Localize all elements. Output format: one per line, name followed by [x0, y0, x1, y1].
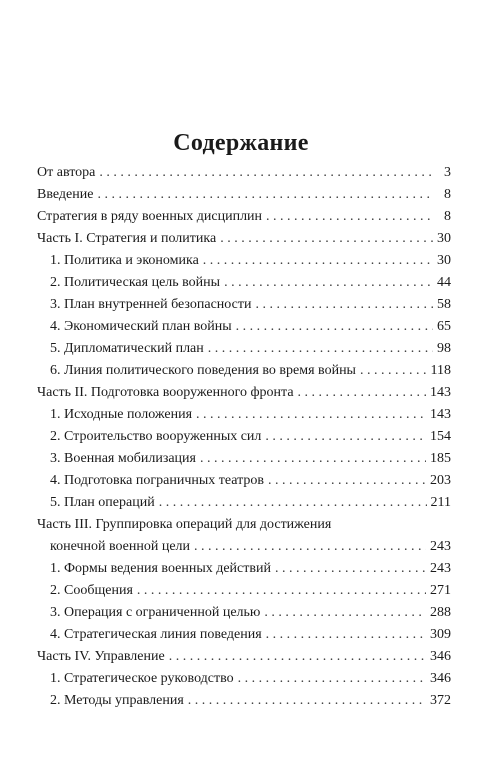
toc-entry [37, 338, 451, 360]
toc-entry-label: 5. Дипломатический план [50, 341, 204, 356]
toc-entry [37, 536, 451, 558]
toc-leader-dots [238, 668, 426, 690]
toc-entry-label: 3. Военная мобилизация [50, 451, 196, 466]
toc-entry [37, 404, 451, 426]
toc-leader-dots [208, 338, 433, 360]
toc-leader-dots [275, 558, 426, 580]
toc-entry-label: 3. План внутренней безопасности [50, 297, 252, 312]
toc-entry [37, 382, 451, 404]
toc-entry-page-number: 8 [444, 209, 451, 224]
toc-leader-dots [265, 426, 426, 448]
toc-leader-dots [99, 162, 433, 184]
toc-entry-page-number: 118 [430, 363, 451, 378]
toc-entry-page-number: 154 [430, 429, 451, 444]
toc-entry [37, 558, 451, 580]
toc-entry-page-number: 3 [444, 165, 451, 180]
toc-entry-page-number: 309 [430, 627, 451, 642]
toc-entry-label: 2. Политическая цель войны [50, 275, 221, 290]
toc-leader-dots [188, 690, 426, 712]
toc-leader-dots [169, 646, 426, 668]
toc-entry [37, 250, 451, 272]
toc-entry-label: 2. Сообщения [50, 583, 133, 598]
toc-entry-label: Часть II. Подготовка вооруженного фронта [37, 385, 294, 400]
toc-leader-dots [137, 580, 426, 602]
toc-leader-dots [360, 360, 427, 382]
toc-leader-dots [194, 536, 426, 558]
toc-leader-dots [264, 602, 426, 624]
toc-entry-label: 2. Строительство вооруженных сил [50, 429, 262, 444]
toc-entry-page-number: 143 [430, 407, 451, 422]
toc-entry [37, 294, 451, 316]
toc-entry [37, 690, 451, 712]
toc-entry-label: 4. Стратегическая линия поведения [50, 627, 262, 642]
toc-leader-dots [220, 228, 433, 250]
toc-entry-label: 4. Подготовка пограничных театров [50, 473, 265, 488]
toc-list [37, 162, 451, 712]
toc-entry [37, 602, 451, 624]
toc-entry [37, 580, 451, 602]
toc-entry-label: Часть IV. Управление [37, 649, 165, 664]
toc-entry-page-number: 185 [430, 451, 451, 466]
toc-leader-dots [255, 294, 433, 316]
toc-entry-page-number: 98 [437, 341, 451, 356]
page-title: Содержание [173, 130, 309, 156]
toc-entry-label: Стратегия в ряду военных дисциплин [37, 209, 263, 224]
toc-leader-dots [266, 624, 426, 646]
toc-leader-dots [196, 404, 426, 426]
toc-entry-label: 6. Линия политического поведения во время войны [50, 363, 356, 378]
toc-entry [37, 316, 451, 338]
toc-entry-label: 1. Формы ведения военных действий [50, 561, 271, 576]
toc-entry-page-number: 58 [437, 297, 451, 312]
toc-entry-label: 4. Экономический план войны [50, 319, 232, 334]
toc-entry [37, 426, 451, 448]
toc-entry [37, 184, 451, 206]
toc-entry [37, 514, 451, 536]
toc-entry-label: 3. Операция с ограниченной целью [50, 605, 261, 620]
toc-entry-page-number: 346 [430, 671, 451, 686]
toc-leader-dots [159, 492, 427, 514]
toc-entry-label: 1. Исходные положения [50, 407, 193, 422]
toc-leader-dots [236, 316, 433, 338]
toc-entry-label: 1. Стратегическое руководство [50, 671, 234, 686]
toc-leader-dots [200, 448, 426, 470]
toc-entry [37, 360, 451, 382]
toc-entry-label: 1. Политика и экономика [50, 253, 199, 268]
toc-entry-label: 5. План операций [50, 495, 155, 510]
toc-entry-page-number: 271 [430, 583, 451, 598]
toc-entry-label: конечной военной цели [50, 539, 191, 554]
toc-entry-page-number: 203 [430, 473, 451, 488]
toc-entry-page-number: 44 [437, 275, 451, 290]
toc-entry [37, 492, 451, 514]
toc-entry [37, 162, 451, 184]
toc-entry-label: Часть I. Стратегия и политика [37, 231, 217, 246]
toc-entry-label: От автора [37, 165, 96, 180]
toc-entry-page-number: 143 [430, 385, 451, 400]
toc-leader-dots [224, 272, 433, 294]
toc-entry [37, 272, 451, 294]
toc-entry-label: Введение [37, 187, 94, 202]
toc-entry-page-number: 30 [437, 253, 451, 268]
toc-entry [37, 624, 451, 646]
toc-leader-dots [268, 470, 426, 492]
toc-entry-page-number: 372 [430, 693, 451, 708]
toc-entry-page-number: 8 [444, 187, 451, 202]
toc-leader-dots [266, 206, 433, 228]
toc-entry [37, 448, 451, 470]
toc-entry-page-number: 243 [430, 539, 451, 554]
toc-entry-page-number: 346 [430, 649, 451, 664]
toc-entry [37, 206, 451, 228]
toc-leader-dots [97, 184, 433, 206]
toc-entry-page-number: 243 [430, 561, 451, 576]
toc-entry-page-number: 288 [430, 605, 451, 620]
toc-entry [37, 646, 451, 668]
toc-entry [37, 668, 451, 690]
toc-leader-dots [203, 250, 433, 272]
toc-entry-page-number: 30 [437, 231, 451, 246]
toc-entry-label: 2. Методы управления [50, 693, 184, 708]
toc-entry-page-number: 211 [430, 495, 451, 510]
toc-entry-page-number: 65 [437, 319, 451, 334]
toc-entry [37, 470, 451, 492]
toc-entry-label: Часть III. Группировка операций для достижения [37, 517, 332, 532]
toc-entry [37, 228, 451, 250]
toc-leader-dots [298, 382, 426, 404]
